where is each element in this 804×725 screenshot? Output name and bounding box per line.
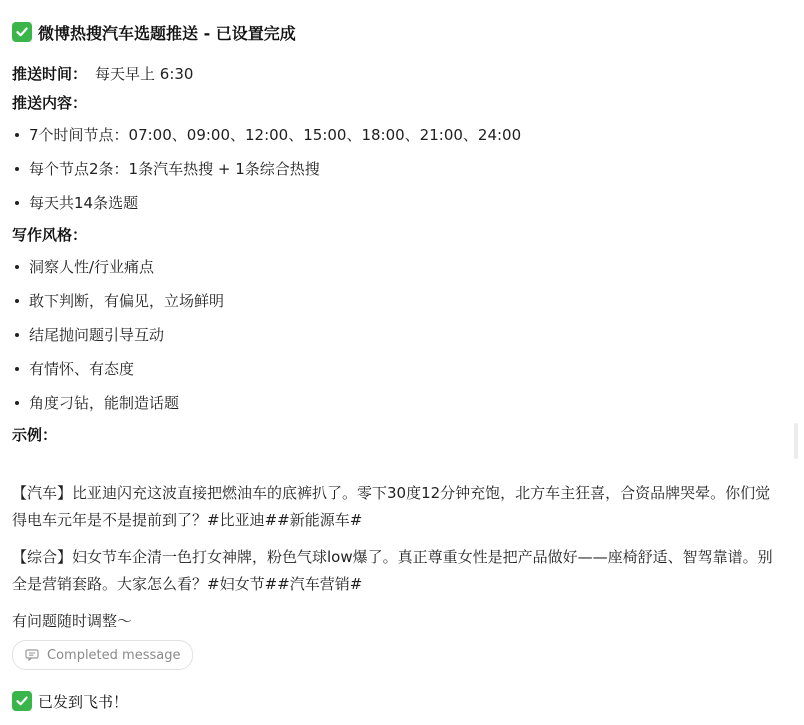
scrollbar-thumb[interactable] — [794, 423, 798, 459]
example-paragraph: 【综合】妇女节车企清一色打女神牌，粉色气球low爆了。真正尊重女性是把产品做好——座椅舒适、智驾靠谱。别全是营销套路。大家怎么看？#妇女节##汽车营销# — [12, 548, 773, 593]
writing-style-list — [12, 250, 782, 420]
examples-block — [12, 480, 782, 598]
completed-message-pill[interactable] — [12, 640, 193, 670]
message-title-row — [12, 20, 782, 44]
list-item: 结尾抛问题引导互动 — [12, 318, 782, 352]
check-icon — [12, 691, 32, 711]
message-icon — [25, 649, 39, 661]
list-item: 敢下判断，有偏见，立场鲜明 — [12, 284, 782, 318]
list-item: 每天共14条选题 — [12, 186, 782, 220]
list-item: 角度刁钻，能制造话题 — [12, 386, 782, 420]
push-content-list — [12, 118, 782, 220]
examples-heading: 示例： — [12, 426, 58, 444]
list-item: 7个时间节点：07:00、09:00、12:00、15:00、18:00、21:00、24:00 — [12, 118, 782, 152]
final-status-text: 已发到飞书！ — [38, 692, 129, 711]
list-item: 洞察人性/行业痛点 — [12, 250, 782, 284]
chat-message — [12, 20, 782, 712]
list-item: 有情怀、有态度 — [12, 352, 782, 386]
list-item: 每个节点2条：1条汽车热搜 + 1条综合热搜 — [12, 152, 782, 186]
check-icon — [12, 22, 32, 42]
final-status-row — [12, 690, 782, 712]
message-title: 微博热搜汽车选题推送 - 已设置完成 — [38, 23, 296, 43]
footer-note: 有问题随时调整～ — [12, 612, 133, 630]
completed-message-label: Completed message — [47, 647, 181, 663]
push-time-value: 每天早上 6:30 — [95, 65, 194, 83]
push-time-row — [12, 60, 782, 88]
writing-style-heading: 写作风格： — [12, 226, 88, 244]
example-paragraph: 【汽车】比亚迪闪充这波直接把燃油车的底裤扒了。零下30度12分钟充饱，北方车主狂喜，合资品牌哭晕。你们觉得电车元年是不是提前到了？#比亚迪##新能源车# — [12, 484, 771, 529]
push-time-label: 推送时间： — [12, 65, 88, 83]
push-content-heading: 推送内容： — [12, 94, 88, 112]
